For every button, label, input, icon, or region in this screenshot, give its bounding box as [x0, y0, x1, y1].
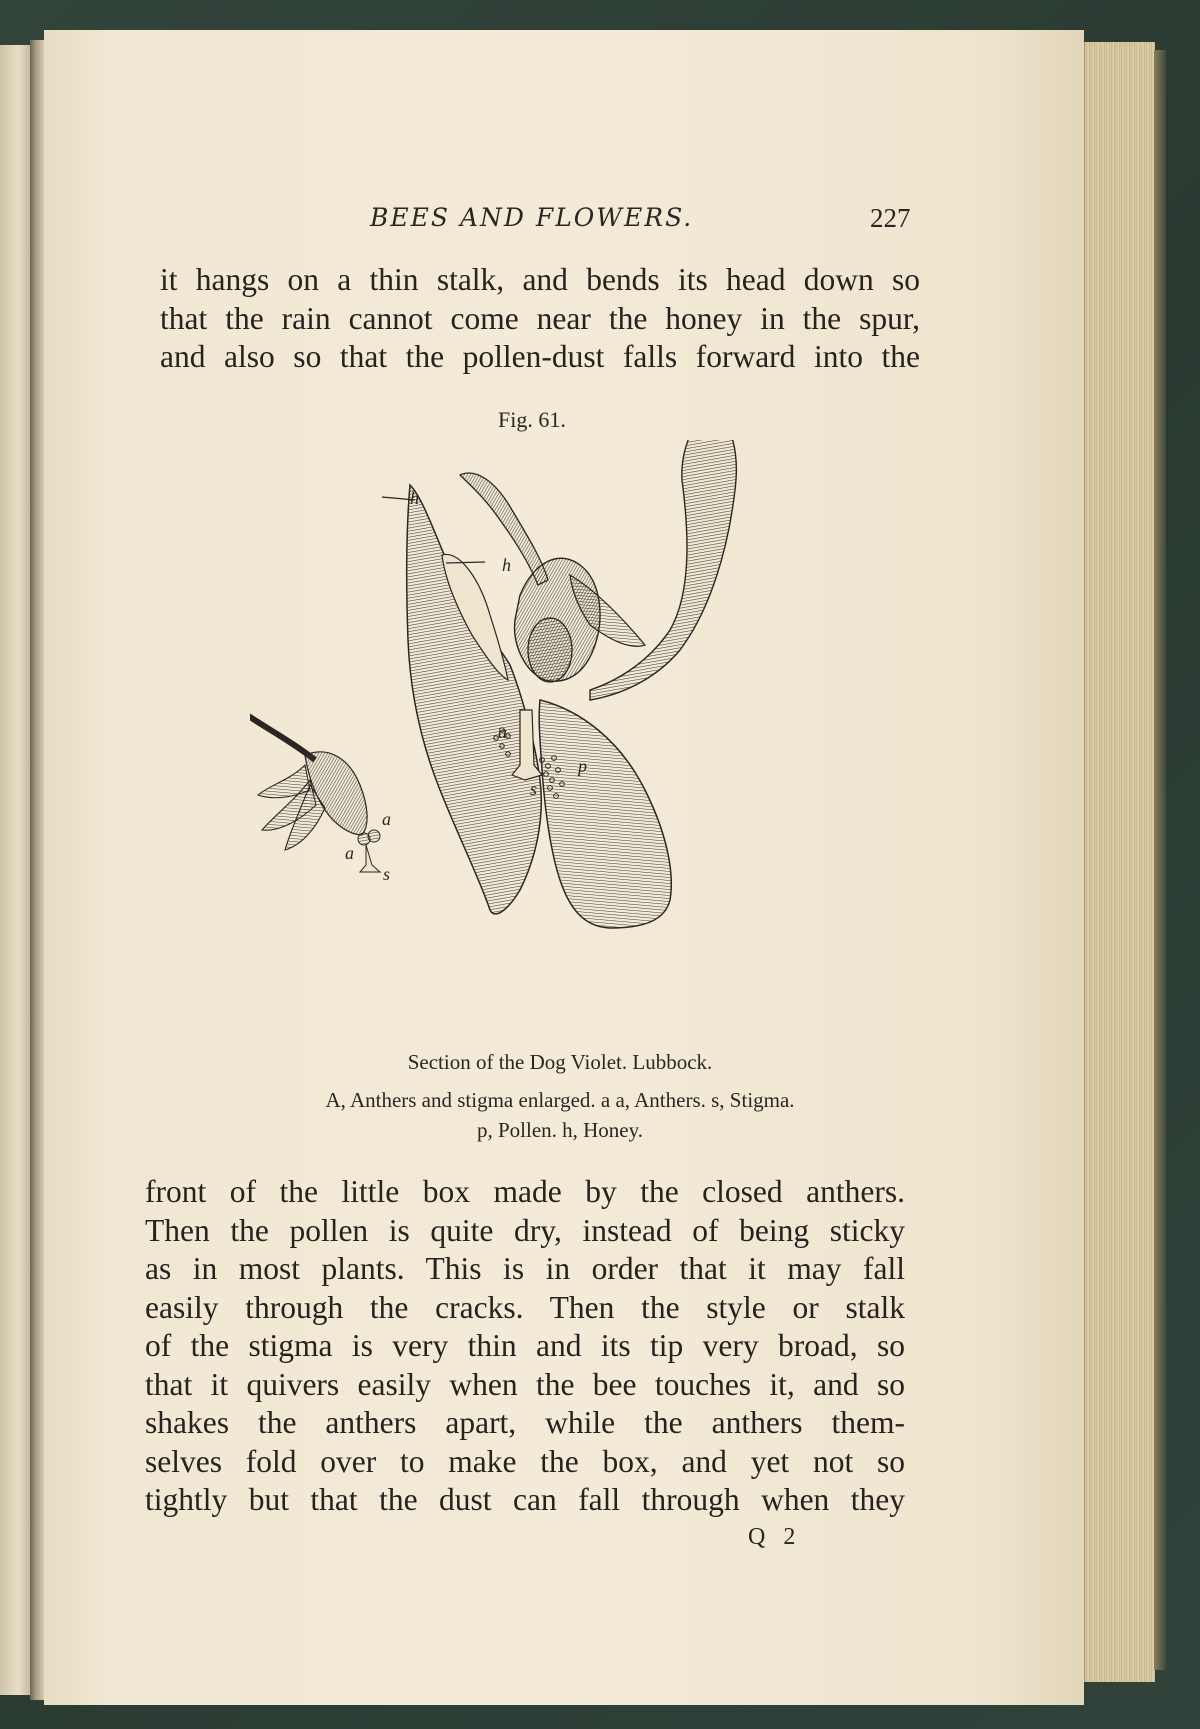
ovary	[528, 618, 572, 682]
text-line: easily through the cracks. Then the style or stalk	[145, 1289, 905, 1325]
annotation-s-main: s	[530, 779, 538, 799]
text-line: and also so that the pollen-dust falls forward into the	[160, 339, 920, 374]
text-line: tightly but that the dust can fall through when they	[145, 1482, 905, 1517]
page-edges-shadow	[1154, 50, 1166, 1670]
figure-caption-legend-1: A, Anthers and stigma enlarged. a a, Anthers. s, Stigma.	[325, 1088, 795, 1112]
dog-violet-illustration	[250, 440, 850, 1040]
figure-label: Fig. 61.	[498, 407, 566, 432]
page-number: 227	[870, 203, 911, 233]
text-line: as in most plants. This is in order that it may fall	[145, 1251, 905, 1286]
page-edges	[1084, 42, 1155, 1682]
text-line: that the rain cannot come near the honey in the spur,	[160, 300, 920, 336]
running-title: BEES AND FLOWERS.	[370, 203, 694, 232]
annotation-p-main: p	[578, 756, 587, 776]
upper-petal-right	[590, 440, 736, 700]
anthers-enlarged-inset	[250, 710, 380, 872]
annotation-h-spur: h	[502, 555, 511, 575]
text-line: shakes the anthers apart, while the anthers them-	[145, 1405, 905, 1440]
annotation-a-main: a	[498, 722, 507, 742]
text-line: that it quivers easily when the bee touches it, and so	[145, 1366, 905, 1402]
text-line: it hangs on a thin stalk, and bends its head down so	[160, 262, 920, 297]
annotation-a-inset-1: a	[382, 809, 391, 829]
annotation-s-inset: s	[383, 864, 391, 884]
figure-caption-legend-2: p, Pollen. h, Honey.	[476, 1118, 644, 1142]
paragraph-bottom	[145, 1173, 905, 1520]
book-gutter	[30, 40, 44, 1700]
signature-mark: Q 2	[748, 1524, 802, 1550]
text-line: selves fold over to make the box, and yet not so	[145, 1443, 905, 1479]
text-line: front of the little box made by the closed anthers.	[145, 1174, 905, 1209]
text-line: Then the pollen is quite dry, instead of being sticky	[145, 1212, 905, 1248]
text-line: of the stigma is very thin and its tip very broad, so	[145, 1328, 905, 1363]
figure-caption-title: Section of the Dog Violet. Lubbock.	[407, 1050, 713, 1074]
annotation-a-inset-2: a	[345, 843, 354, 863]
lower-petal-right	[539, 700, 671, 928]
paragraph-top	[160, 261, 920, 377]
facing-page-edge	[0, 45, 31, 1695]
annotation-h-tip: h	[410, 488, 419, 508]
